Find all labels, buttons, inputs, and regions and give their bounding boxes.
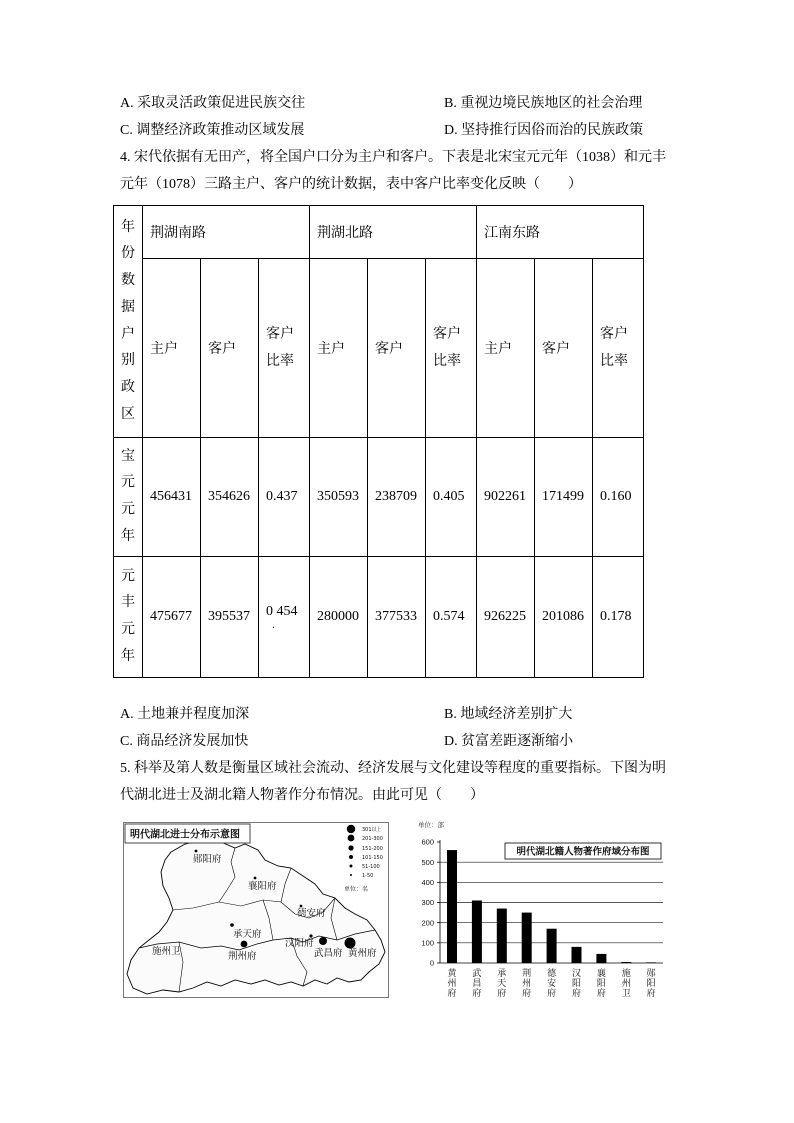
y-tick-labels — [421, 838, 440, 968]
subheader-guest-households: 客户 — [375, 342, 404, 357]
place-dot-chengtian — [230, 923, 234, 927]
table-cell — [259, 557, 310, 678]
place-dot-wuchang — [319, 937, 327, 945]
table-cell — [143, 557, 201, 678]
legend-label: 151-200 — [362, 846, 383, 852]
subheader-cell — [593, 259, 644, 438]
q4-option-d: D. 贫富差距逐渐缩小 — [444, 734, 574, 749]
table-cell — [368, 438, 426, 557]
region-header-jinghu-north — [310, 206, 477, 259]
table-cell — [477, 557, 535, 678]
cell-value: 0.178 — [600, 609, 632, 624]
works-distribution-chart — [415, 818, 670, 1003]
table-cell — [477, 438, 535, 557]
x-category-label: 荆州府 — [522, 968, 532, 998]
y-tick-label: 0 — [429, 958, 434, 968]
cell-value: 350593 — [317, 489, 360, 504]
subheader-cell — [201, 259, 259, 438]
table-row — [114, 438, 644, 557]
place-dot-xiangyang — [254, 877, 257, 880]
cell-value: 926225 — [484, 609, 527, 624]
table-cell — [143, 438, 201, 557]
x-category-label: 汉阳府 — [571, 968, 581, 998]
legend-dot — [349, 855, 353, 859]
question4-stem-line2: 元年（1078）三路主户、客户的统计数据，表中客户比率变化反映（ ） — [120, 177, 582, 192]
legend-unit: 单位：名 — [344, 886, 369, 893]
cell-value: 377533 — [375, 609, 418, 624]
cell-value: 456431 — [150, 489, 192, 504]
cell-value: 238709 — [375, 489, 418, 504]
question5-stem-line1: 5. 科举及第人数是衡量区域社会流动、经济发展与文化建设等程度的重要指标。下图为明 — [120, 761, 666, 776]
cell-value-group — [266, 605, 309, 629]
region-header-jiangnan-east — [477, 206, 644, 259]
row-header-yuanfeng — [114, 557, 143, 678]
bar — [497, 909, 507, 963]
question4-stem-line1: 4. 宋代依据有无田产，将全国户口分为主户和客户。下表是北宋宝元元年（1038）和元丰 — [120, 150, 666, 165]
legend-dot — [350, 874, 352, 876]
table-cell — [593, 438, 644, 557]
cell-value: 902261 — [484, 489, 527, 504]
table-row — [114, 557, 644, 678]
legend-label: 301以上 — [362, 827, 382, 833]
legend-dot — [348, 835, 355, 842]
subheader-cell — [368, 259, 426, 438]
y-tick-label: 600 — [421, 837, 434, 847]
cell-value: 475677 — [150, 609, 192, 624]
place-label-shizhou: 施州卫 — [152, 946, 181, 957]
region-label: 荆湖南路 — [150, 226, 206, 241]
bar — [572, 947, 582, 963]
legend-dot — [348, 845, 353, 850]
place-label-jingzhou: 荆州府 — [228, 951, 257, 962]
cell-value: 171499 — [542, 489, 585, 504]
table-cell — [426, 557, 477, 678]
place-label-hanyang: 汉阳府 — [285, 938, 314, 949]
legend-dot — [350, 865, 353, 868]
x-category-label: 黄州府 — [447, 968, 457, 998]
place-dot-dean — [300, 905, 303, 908]
row-header-baoyuan — [114, 438, 143, 557]
table-cell — [368, 557, 426, 678]
row-header-label: 宝元元年 — [121, 448, 135, 544]
y-tick-label: 100 — [421, 938, 434, 948]
row-header-label: 元丰元年 — [121, 568, 135, 664]
subheader-main-households: 主户 — [484, 342, 513, 357]
table-header-row — [114, 206, 644, 259]
place-dot-yunyang — [195, 850, 198, 853]
x-category-label: 施州卫 — [621, 968, 631, 998]
bar — [547, 929, 557, 963]
bar — [621, 962, 631, 963]
q4-option-c: C. 商品经济发展加快 — [120, 734, 249, 749]
question5-stem-line2: 代湖北进士及湖北籍人物著作分布情况。由此可见（ ） — [120, 788, 484, 803]
subheader-guest-ratio: 客户比率 — [266, 327, 294, 369]
table-cell — [201, 557, 259, 678]
region-header-jinghu-south — [143, 206, 310, 259]
subheader-cell — [310, 259, 368, 438]
table-cell — [310, 557, 368, 678]
place-label-wuchang: 武昌府 — [314, 948, 343, 959]
subheader-guest-households: 客户 — [542, 342, 571, 357]
map-title: 明代湖北进士分布示意图 — [130, 829, 240, 841]
corner-header-label: 年份数据户别政区 — [121, 219, 135, 422]
bar — [447, 850, 457, 963]
x-category-label: 襄阳府 — [596, 968, 606, 998]
y-tick-label: 200 — [421, 918, 434, 928]
bars — [447, 850, 656, 963]
q3-option-d: D. 坚持推行因俗而治的民族政策 — [444, 123, 644, 138]
place-label-huangzhou: 黄州府 — [348, 948, 377, 959]
place-label-chengtian: 承天府 — [233, 929, 262, 940]
bar — [596, 954, 606, 963]
x-category-label: 德安府 — [547, 968, 557, 998]
place-label-yunyang: 郧阳府 — [193, 854, 222, 865]
subheader-cell — [477, 259, 535, 438]
table-subheader-row — [114, 259, 644, 438]
y-tick-label: 300 — [421, 898, 434, 908]
cell-value: 201086 — [542, 609, 585, 624]
subheader-main-households: 主户 — [150, 342, 178, 357]
household-statistics-table — [113, 205, 644, 678]
legend-dot — [347, 825, 355, 833]
place-label-xiangyang: 襄阳府 — [248, 881, 277, 892]
bar — [522, 913, 532, 963]
q3-option-c: C. 调整经济政策推动区域发展 — [120, 123, 305, 138]
q3-option-a: A. 采取灵活政策促进民族交往 — [120, 96, 306, 111]
legend-label: 201-300 — [362, 836, 383, 842]
region-label: 江南东路 — [484, 226, 541, 241]
cell-value: 0.574 — [433, 609, 465, 624]
subheader-cell — [535, 259, 593, 438]
table-cell — [310, 438, 368, 557]
bar — [472, 900, 482, 963]
cell-value-mark: . — [272, 617, 275, 631]
table-cell — [201, 438, 259, 557]
cell-value: 0.160 — [600, 489, 632, 504]
subheader-guest-ratio: 客户比率 — [600, 327, 629, 369]
table-cell — [535, 557, 593, 678]
x-category-label: 武昌府 — [472, 968, 482, 998]
jinshi-distribution-map — [123, 822, 389, 998]
table-cell — [535, 438, 593, 557]
subheader-guest-households: 客户 — [208, 342, 236, 357]
q4-option-a: A. 土地兼并程度加深 — [120, 707, 250, 722]
table-cell — [593, 557, 644, 678]
subheader-cell — [143, 259, 201, 438]
region-label: 荆湖北路 — [317, 226, 374, 241]
map-canvas — [123, 822, 389, 998]
cell-value: 0.437 — [266, 489, 298, 504]
cell-value: 0 454 — [266, 604, 298, 619]
legend-label: 1-50 — [362, 873, 374, 879]
x-category-label: 承天府 — [497, 968, 507, 998]
subheader-cell — [259, 259, 310, 438]
bar — [646, 962, 656, 963]
chart-title: 明代湖北籍人物著作府域分布图 — [516, 846, 650, 858]
q3-option-b: B. 重视边境民族地区的社会治理 — [444, 96, 643, 111]
cell-value: 280000 — [317, 609, 360, 624]
x-category-label: 郧阳府 — [646, 968, 656, 998]
chart-unit-label: 单位：部 — [418, 822, 444, 829]
subheader-guest-ratio: 客户比率 — [433, 327, 462, 369]
legend-label: 101-150 — [362, 855, 383, 861]
table-cell — [426, 438, 477, 557]
y-tick-label: 500 — [421, 857, 434, 867]
y-tick-label: 400 — [421, 877, 434, 887]
place-label-dean: 德安府 — [297, 908, 326, 919]
legend-label: 51-100 — [362, 864, 380, 870]
cell-value: 0.405 — [433, 489, 465, 504]
table-cell — [259, 438, 310, 557]
place-dot-huangzhou — [345, 938, 356, 949]
table-corner-header — [114, 206, 143, 438]
subheader-main-households: 主户 — [317, 342, 346, 357]
cell-value: 395537 — [208, 609, 250, 624]
cell-value: 354626 — [208, 489, 250, 504]
place-dot-jingzhou — [241, 941, 248, 948]
q4-option-b: B. 地域经济差别扩大 — [444, 707, 573, 722]
subheader-cell — [426, 259, 477, 438]
